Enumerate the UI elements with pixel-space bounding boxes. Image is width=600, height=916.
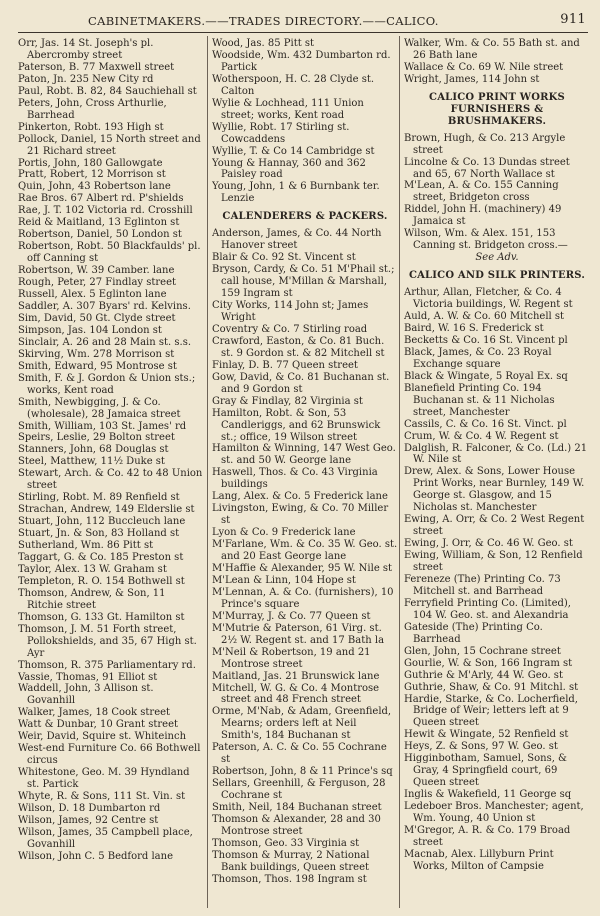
directory-entry: Brown, Hugh, & Co. 213 Argyle street (404, 132, 566, 156)
directory-entry: Paul, Robt. B. 82, 84 Sauchiehall st (18, 85, 197, 97)
header-title: CABINETMAKERS.——TRADES DIRECTORY.——CALICO. (88, 14, 439, 28)
directory-entry: Becketts & Co. 16 St. Vincent pl (404, 334, 568, 346)
directory-entry: M'Lean & Linn, 104 Hope st (212, 574, 356, 586)
column-divider (207, 36, 208, 908)
directory-entry: Ferryfield Printing Co. (Limited), 104 W. Geo. st. and Alexandria (404, 597, 571, 621)
directory-entry: Wotherspoon, H. C. 28 Clyde st. Calton (212, 73, 375, 97)
directory-entry: Cassils, C. & Co. 16 St. Vinct. pl (404, 418, 567, 430)
directory-entry: Wright, James, 114 John st (404, 73, 540, 85)
section-heading: CALENDERERS & PACKERS. (222, 211, 388, 223)
directory-entry: Ledeboer Bros. Manchester; agent, Wm. Young, 40 Union st (404, 801, 584, 825)
directory-entry: Whyte, R. & Sons, 111 St. Vin. st (18, 791, 186, 803)
directory-entry: Thomson & Murray, 2 National Bank buildings, Queen street (212, 849, 370, 873)
running-header (26, 12, 586, 30)
directory-entry: Orr, Jas. 14 St. Joseph's pl. Abercromby street (18, 38, 154, 61)
directory-entry: Fereneze (The) Printing Co. 73 Mitchell st. and Barrhead (404, 573, 561, 597)
directory-entry: Vassie, Thomas, 91 Elliot st (18, 671, 158, 683)
directory-entry: Rae, J. T. 102 Victoria rd. Crosshill (18, 205, 193, 217)
directory-entry: Skirving, Wm. 278 Morrison st (18, 348, 175, 360)
directory-entry: Macnab, Alex. Lillyburn Print Works, Milton of Campsie (404, 848, 554, 872)
directory-entry: Inglis & Wakefield, 11 George sq (404, 789, 572, 801)
directory-entry: Lyon & Co. 9 Frederick lane (212, 527, 356, 539)
directory-entry: Waddell, John, 3 Allison st. Govanhill (18, 683, 154, 707)
directory-entry: Stanners, John, 68 Douglas st (18, 444, 169, 456)
directory-entry: Guthrie, Shaw, & Co. 91 Mitchl. st (404, 681, 579, 693)
directory-entry: Russell, Alex. 5 Eglinton lane (18, 289, 167, 301)
directory-entry: Wyllie, Robt. 17 Stirling st. Cowcaddens (212, 121, 350, 145)
directory-entry: Reid & Maitland, 13 Eglinton st (18, 217, 180, 229)
directory-entry: Smith, William, 103 St. James' rd (18, 420, 187, 432)
directory-entry: Quin, John, 43 Robertson lane (18, 181, 171, 193)
directory-entry: Stuart, John, 112 Buccleuch lane (18, 516, 186, 528)
directory-entry: Stuart, Jn. & Son, 83 Holland st (18, 528, 180, 540)
directory-entry: City Works, 114 John st; James Wright (212, 300, 369, 323)
directory-entry: Taggart, G. & Co. 185 Preston st (18, 551, 184, 563)
directory-entry: Whitestone, Geo. M. 39 Hyndland st. Partick (18, 767, 190, 791)
directory-entry: Bryson, Cardy, & Co. 51 M'Phail st.; call house, M'Millan & Marshall, 159 Ingram st (212, 264, 395, 300)
page-number: 911 (560, 12, 586, 27)
directory-entry: Hamilton & Winning, 147 West Geo. st. and 50 W. George lane (212, 443, 396, 467)
directory-entry: Heys, Z. & Sons, 97 W. Geo. st (404, 741, 558, 753)
directory-entry: Simpson, Jas. 104 London st (18, 324, 162, 336)
directory-entry: Orme, M'Nab, & Adam, Greenfield, Mearns; orders left at Neil Smith's, 184 Buchanan st (212, 706, 392, 742)
directory-entry: Thomson & Alexander, 28 and 30 Montrose street (212, 814, 381, 837)
directory-entry: Paton, Jn. 235 New City rd (18, 73, 154, 85)
directory-entry: Sutherland, Wm. 86 Pitt st (18, 540, 154, 552)
directory-entry: Hewit & Wingate, 52 Renfield st (404, 729, 569, 741)
directory-entry: Robertson, Robt. 50 Blackfaulds' pl. off Canning st (18, 241, 201, 265)
directory-entry: Thomson, Andrew, & Son, 11 Ritchie street (18, 587, 166, 611)
directory-entry: Lincolne & Co. 13 Dundas street and 65, 67 North Wallace st (404, 156, 570, 180)
directory-entry: Saddler, A. 307 Byars' rd. Kelvins. (18, 300, 191, 312)
adv-reference: See Adv. (475, 252, 519, 264)
directory-entry: Higginbotham, Samuel, Sons, & Gray, 4 Springfield court, 69 Queen street (404, 753, 567, 789)
directory-entry: M'Gregor, A. R. & Co. 179 Broad street (404, 825, 571, 848)
directory-entry: Walker, James, 18 Cook street (18, 707, 171, 719)
directory-entry: Steel, Matthew, 11½ Duke st (18, 456, 165, 468)
directory-entry: Wilson, D. 18 Dumbarton rd (18, 803, 161, 814)
column-3 (404, 38, 590, 910)
directory-entry: Smith, Newbigging, J. & Co. (wholesale), 28 Jamaica street (18, 396, 181, 420)
directory-entry: Crawford, Easton, & Co. 81 Buch. st. 9 Gordon st. & 82 Mitchell st (212, 335, 385, 359)
directory-entry: Dalglish, R. Falconer, & Co. (Ld.) 21 W. Nile st (404, 442, 588, 466)
directory-entry: Wilson, James, 35 Campbell place, Govanhill (18, 826, 193, 850)
directory-entry: Crum, W. & Co. 4 W. Regent st (404, 430, 559, 442)
directory-entry: Ewing, A. Orr, & Co. 2 West Regent street (404, 514, 585, 538)
directory-entry: Pinkerton, Robt. 193 High st (18, 121, 164, 133)
directory-entry: Mitchell, W. G. & Co. 4 Montrose street and 48 French street (212, 682, 380, 706)
directory-entry: Young & Hannay, 360 and 362 Paisley road (212, 157, 366, 181)
directory-entry: Wilson, Wm. & Alex. 151, 153 Canning st. Bridgeton cross.— (404, 228, 568, 252)
column-1 (18, 38, 204, 910)
directory-entry: Wylie & Lochhead, 111 Union street; works, Kent road (212, 97, 364, 121)
directory-entry: Gateside (The) Printing Co. Barrhead (404, 621, 543, 645)
header-rule (18, 32, 588, 33)
directory-entry: Portis, John, 180 Gallowgate (18, 157, 163, 169)
directory-entry: Maitland, Jas. 21 Brunswick lane (212, 670, 380, 682)
directory-entry: Speirs, Leslie, 29 Bolton street (18, 432, 175, 444)
directory-entry: Glen, John, 15 Cochrane street (404, 645, 561, 657)
directory-entry: Stewart, Arch. & Co. 42 to 48 Union street (18, 468, 203, 492)
directory-entry: Hardie, Starke, & Co. Locherfield, Bridge of Weir; letters left at 9 Queen street (404, 693, 578, 729)
directory-entry: Pollock, Daniel, 15 North street and 21 Richard street (18, 133, 201, 157)
directory-entry: Sinclair, A. 26 and 28 Main st. s.s. (18, 336, 192, 348)
directory-entry: Wood, Jas. 85 Pitt st (212, 38, 315, 49)
directory-entry: Stirling, Robt. M. 89 Renfield st (18, 492, 180, 504)
directory-entry: M'Lean, A. & Co. 155 Canning street, Bridgeton cross (404, 180, 559, 204)
directory-entry: Robertson, Daniel, 50 London st (18, 229, 182, 241)
directory-entry: Lang, Alex. & Co. 5 Frederick lane (212, 491, 388, 503)
directory-entry: Ewing, J. Orr, & Co. 46 W. Geo. st (404, 538, 573, 550)
directory-entry: Paterson, A. C. & Co. 55 Cochrane st (212, 742, 387, 766)
directory-entry: M'Haffie & Alexander, 95 W. Nile st (212, 562, 393, 574)
directory-entry: Templeton, R. O. 154 Bothwell st (18, 575, 185, 587)
directory-entry: Peters, John, Cross Arthurlie, Barrhead (18, 97, 167, 121)
directory-entry: Wyllie, T. & Co 14 Cambridge st (212, 145, 375, 157)
directory-entry: Gray & Findlay, 82 Virginia st (212, 395, 363, 407)
directory-entry: Watt & Dunbar, 10 Grant street (18, 719, 179, 731)
directory-entry: Rae Bros. 67 Albert rd. P'shields (18, 193, 184, 205)
directory-entry: Blanefield Printing Co. 194 Buchanan st. & 11 Nicholas street, Manchester (404, 382, 555, 418)
directory-entry: Rough, Peter, 27 Findlay street (18, 277, 177, 289)
directory-entry: Sellars, Greenhill, & Ferguson, 28 Cochrane st (212, 778, 386, 802)
directory-entry: Thomson, Thos. 198 Ingram st (212, 873, 367, 885)
directory-entry: Thomson, Geo. 33 Virginia st (212, 837, 360, 849)
directory-entry: West-end Furniture Co. 66 Bothwell circus (18, 743, 201, 767)
directory-entry: Wallace & Co. 69 W. Nile street (404, 61, 564, 73)
directory-entry: M'Lennan, A. & Co. (furnishers), 10 Prince's square (212, 586, 394, 610)
directory-entry: Coventry & Co. 7 Stirling road (212, 323, 368, 335)
directory-entry: Black & Wingate, 5 Royal Ex. sq (404, 370, 568, 382)
directory-entry: Robertson, John, 8 & 11 Prince's sq (212, 766, 393, 778)
directory-entry: Weir, David, Squire st. Whiteinch (18, 731, 187, 743)
directory-entry: Gourlie, W. & Son, 166 Ingram st (404, 657, 573, 669)
directory-entry: Drew, Alex. & Sons, Lower House Print Works, near Burnley, 149 W. George st. Glasgow, and 15 Nicholas st. Manchester (404, 466, 585, 514)
directory-entry: Baird, W. 16 S. Frederick st (404, 322, 544, 334)
directory-entry: Anderson, James, & Co. 44 North Hanover street (212, 228, 382, 252)
directory-entry: Hamilton, Robt. & Son, 53 Candleriggs, and 62 Brunswick st.; office, 19 Wilson street (212, 407, 381, 443)
directory-entry: Smith, Edward, 95 Montrose st (18, 360, 177, 372)
directory-entry: M'Murray, J. & Co. 77 Queen st (212, 610, 371, 622)
directory-entry: Livingston, Ewing, & Co. 70 Miller st (212, 503, 389, 527)
directory-entry: Thomson, J. M. 51 Forth street, Pollokshields, and 35, 67 High st. Ayr (18, 623, 197, 659)
directory-entry: Thomson, R. 375 Parliamentary rd. (18, 659, 196, 671)
directory-entry: Young, John, 1 & 6 Burnbank ter. Lenzie (212, 181, 380, 205)
section-heading: CALICO PRINT WORKS FURNISHERS & BRUSHMAKERS. (429, 91, 565, 127)
section-heading: CALICO AND SILK PRINTERS. (408, 270, 586, 282)
directory-entry: Woodside, Wm. 432 Dumbarton rd. Partick (212, 49, 391, 73)
directory-entry: Smith, Neil, 184 Buchanan street (212, 802, 382, 814)
directory-entry: Paterson, B. 77 Maxwell street (18, 61, 175, 73)
directory-entry: M'Mutrie & Paterson, 61 Virg. st. 2½ W. Regent st. and 17 Bath la (212, 622, 385, 646)
directory-entry: Auld, A. W. & Co. 60 Mitchell st (404, 311, 565, 323)
directory-entry: Wilson, John C. 5 Bedford lane (18, 850, 173, 862)
directory-entry: Thomson, G. 133 Gt. Hamilton st (18, 611, 185, 623)
column-2 (212, 38, 398, 910)
directory-entry: Blair & Co. 92 St. Vincent st (212, 252, 356, 264)
directory-entry: Smith, F. & J. Gordon & Union sts.; works, Kent road (18, 372, 196, 396)
directory-entry: M'Neil & Robertson, 19 and 21 Montrose street (212, 646, 371, 670)
directory-entry: Sim, David, 50 Gt. Clyde street (18, 312, 176, 324)
directory-entry: M'Farlane, Wm. & Co. 35 W. Geo. st. and 20 East George lane (212, 539, 398, 563)
directory-entry: Haswell, Thos. & Co. 43 Virginia buildings (212, 467, 378, 491)
directory-entry: Pratt, Robert, 12 Morrison st (18, 169, 166, 181)
directory-entry: Black, James, & Co. 23 Royal Exchange square (404, 346, 552, 370)
column-divider (399, 36, 400, 908)
directory-entry: Gow, David, & Co. 81 Buchanan st. and 9 Gordon st (212, 371, 390, 395)
directory-entry: Walker, Wm. & Co. 55 Bath st. and 26 Bath lane (404, 38, 580, 61)
directory-entry: Strachan, Andrew, 149 Elderslie st (18, 504, 195, 516)
directory-entry: Ewing, William, & Son, 12 Renfield street (404, 550, 583, 574)
directory-entry: Taylor, Alex. 13 W. Graham st (18, 563, 167, 575)
directory-entry: Finlay, D. B. 77 Queen street (212, 359, 358, 371)
directory-entry: Guthrie & M'Arly, 44 W. Geo. st (404, 669, 563, 681)
directory-entry: Riddel, John H. (machinery) 49 Jamaica st (404, 204, 562, 228)
directory-entry: Robertson, W. 39 Camber. lane (18, 265, 175, 277)
directory-entry: Arthur, Allan, Fletcher, & Co. 4 Victoria buildings, W. Regent st (404, 287, 573, 311)
directory-entry: Wilson, James, 92 Centre st (18, 814, 159, 826)
